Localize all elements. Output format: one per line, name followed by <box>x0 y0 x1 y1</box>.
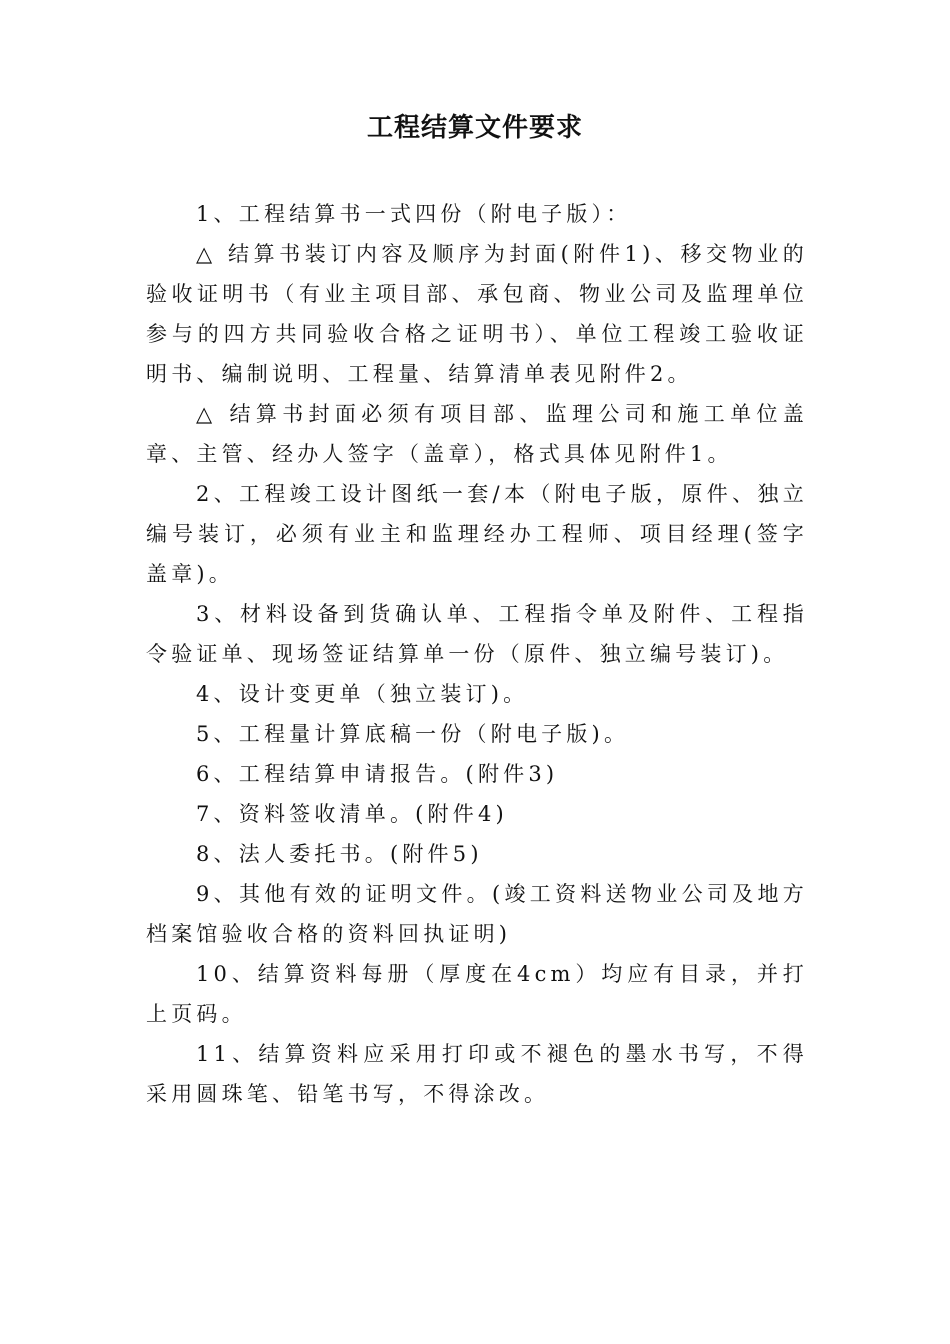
paragraph-6: 6、工程结算申请报告。(附件3) <box>196 762 559 786</box>
paragraph-9: 9、其他有效的证明文件。(竣工资料送物业公司及地方档案馆验收合格的资料回执证明) <box>146 882 808 946</box>
paragraph-cover-requirements: △ 结算书封面必须有项目部、监理公司和施工单位盖章、主管、经办人签字（盖章），格式具体见附件1。 <box>146 402 808 466</box>
paragraph-7: 7、资料签收清单。(附件4) <box>196 802 508 826</box>
paragraph-2: 2、工程竣工设计图纸一套/本（附电子版，原件、独立编号装订，必须有业主和监理经办工程师、项目经理(签字盖章)。 <box>146 482 808 586</box>
paragraph-10: 10、结算资料每册（厚度在4cm）均应有目录，并打上页码。 <box>146 962 808 1026</box>
paragraph-5: 5、工程量计算底稿一份（附电子版)。 <box>196 722 630 746</box>
paragraph-4: 4、设计变更单（独立装订)。 <box>196 682 529 706</box>
page-title: 工程结算文件要求 <box>366 113 583 143</box>
document-body <box>146 194 808 1114</box>
paragraph-3: 3、材料设备到货确认单、工程指令单及附件、工程指令验证单、现场签证结算单一份（原件、独立编号装订)。 <box>146 602 808 666</box>
paragraph-binding-order: △ 结算书装订内容及顺序为封面(附件1)、移交物业的验收证明书（有业主项目部、承包商、物业公司及监理单位参与的四方共同验收合格之证明书）、单位工程竣工验收证明书、编制说明、工程量、结算清单表见附件2。 <box>146 242 808 386</box>
paragraph-11: 11、结算资料应采用打印或不褪色的墨水书写，不得采用圆珠笔、铅笔书写，不得涂改。 <box>146 1042 808 1106</box>
paragraph-1: 1、工程结算书一式四份（附电子版）： <box>196 202 632 226</box>
paragraph-8: 8、法人委托书。(附件5) <box>196 842 483 866</box>
